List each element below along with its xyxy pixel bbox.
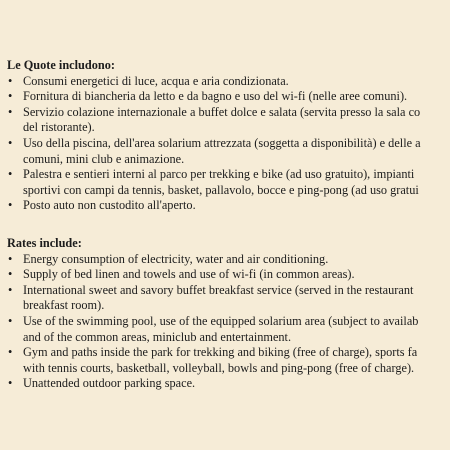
list-item: • Supply of bed linen and towels and use of wi-fi (in common areas).	[7, 267, 450, 283]
document-page	[7, 58, 450, 392]
list-item: • Gym and paths inside the park for trekking and biking (free of charge), sports fa with tennis courts, basketball, volleyball, bowls and ping-pong (free of charge).	[7, 345, 450, 376]
english-heading: Rates include:	[7, 235, 82, 250]
list-item: • Energy consumption of electricity, water and air conditioning.	[7, 252, 450, 268]
italian-inclusions-list	[7, 74, 450, 214]
italian-heading: Le Quote includono:	[7, 58, 115, 72]
list-item: • Use of the swimming pool, use of the equipped solarium area (subject to availab and of the common areas, miniclub and entertainment.	[7, 314, 450, 345]
list-item: • Palestra e sentieri interni al parco per trekking e bike (ad uso gratuito), impianti sportivi con campi da tennis, basket, pallavolo, bocce e ping-pong (ad uso gratui	[7, 167, 450, 198]
english-inclusions-list	[7, 252, 450, 392]
english-section	[7, 236, 450, 392]
list-item: • Unattended outdoor parking space.	[7, 376, 450, 392]
list-item: • Servizio colazione internazionale a buffet dolce e salata (servita presso la sala co del ristorante).	[7, 105, 450, 136]
list-item: • Consumi energetici di luce, acqua e aria condizionata.	[7, 74, 450, 90]
list-item: • Uso della piscina, dell'area solarium attrezzata (soggetta a disponibilità) e delle a comuni, mini club e animazione.	[7, 136, 450, 167]
italian-section	[7, 58, 450, 214]
list-item: • International sweet and savory buffet breakfast service (served in the restaurant breakfast room).	[7, 283, 450, 314]
list-item: • Posto auto non custodito all'aperto.	[7, 198, 450, 214]
section-spacer	[7, 214, 450, 236]
list-item: • Fornitura di biancheria da letto e da bagno e uso del wi-fi (nelle aree comuni).	[7, 89, 450, 105]
